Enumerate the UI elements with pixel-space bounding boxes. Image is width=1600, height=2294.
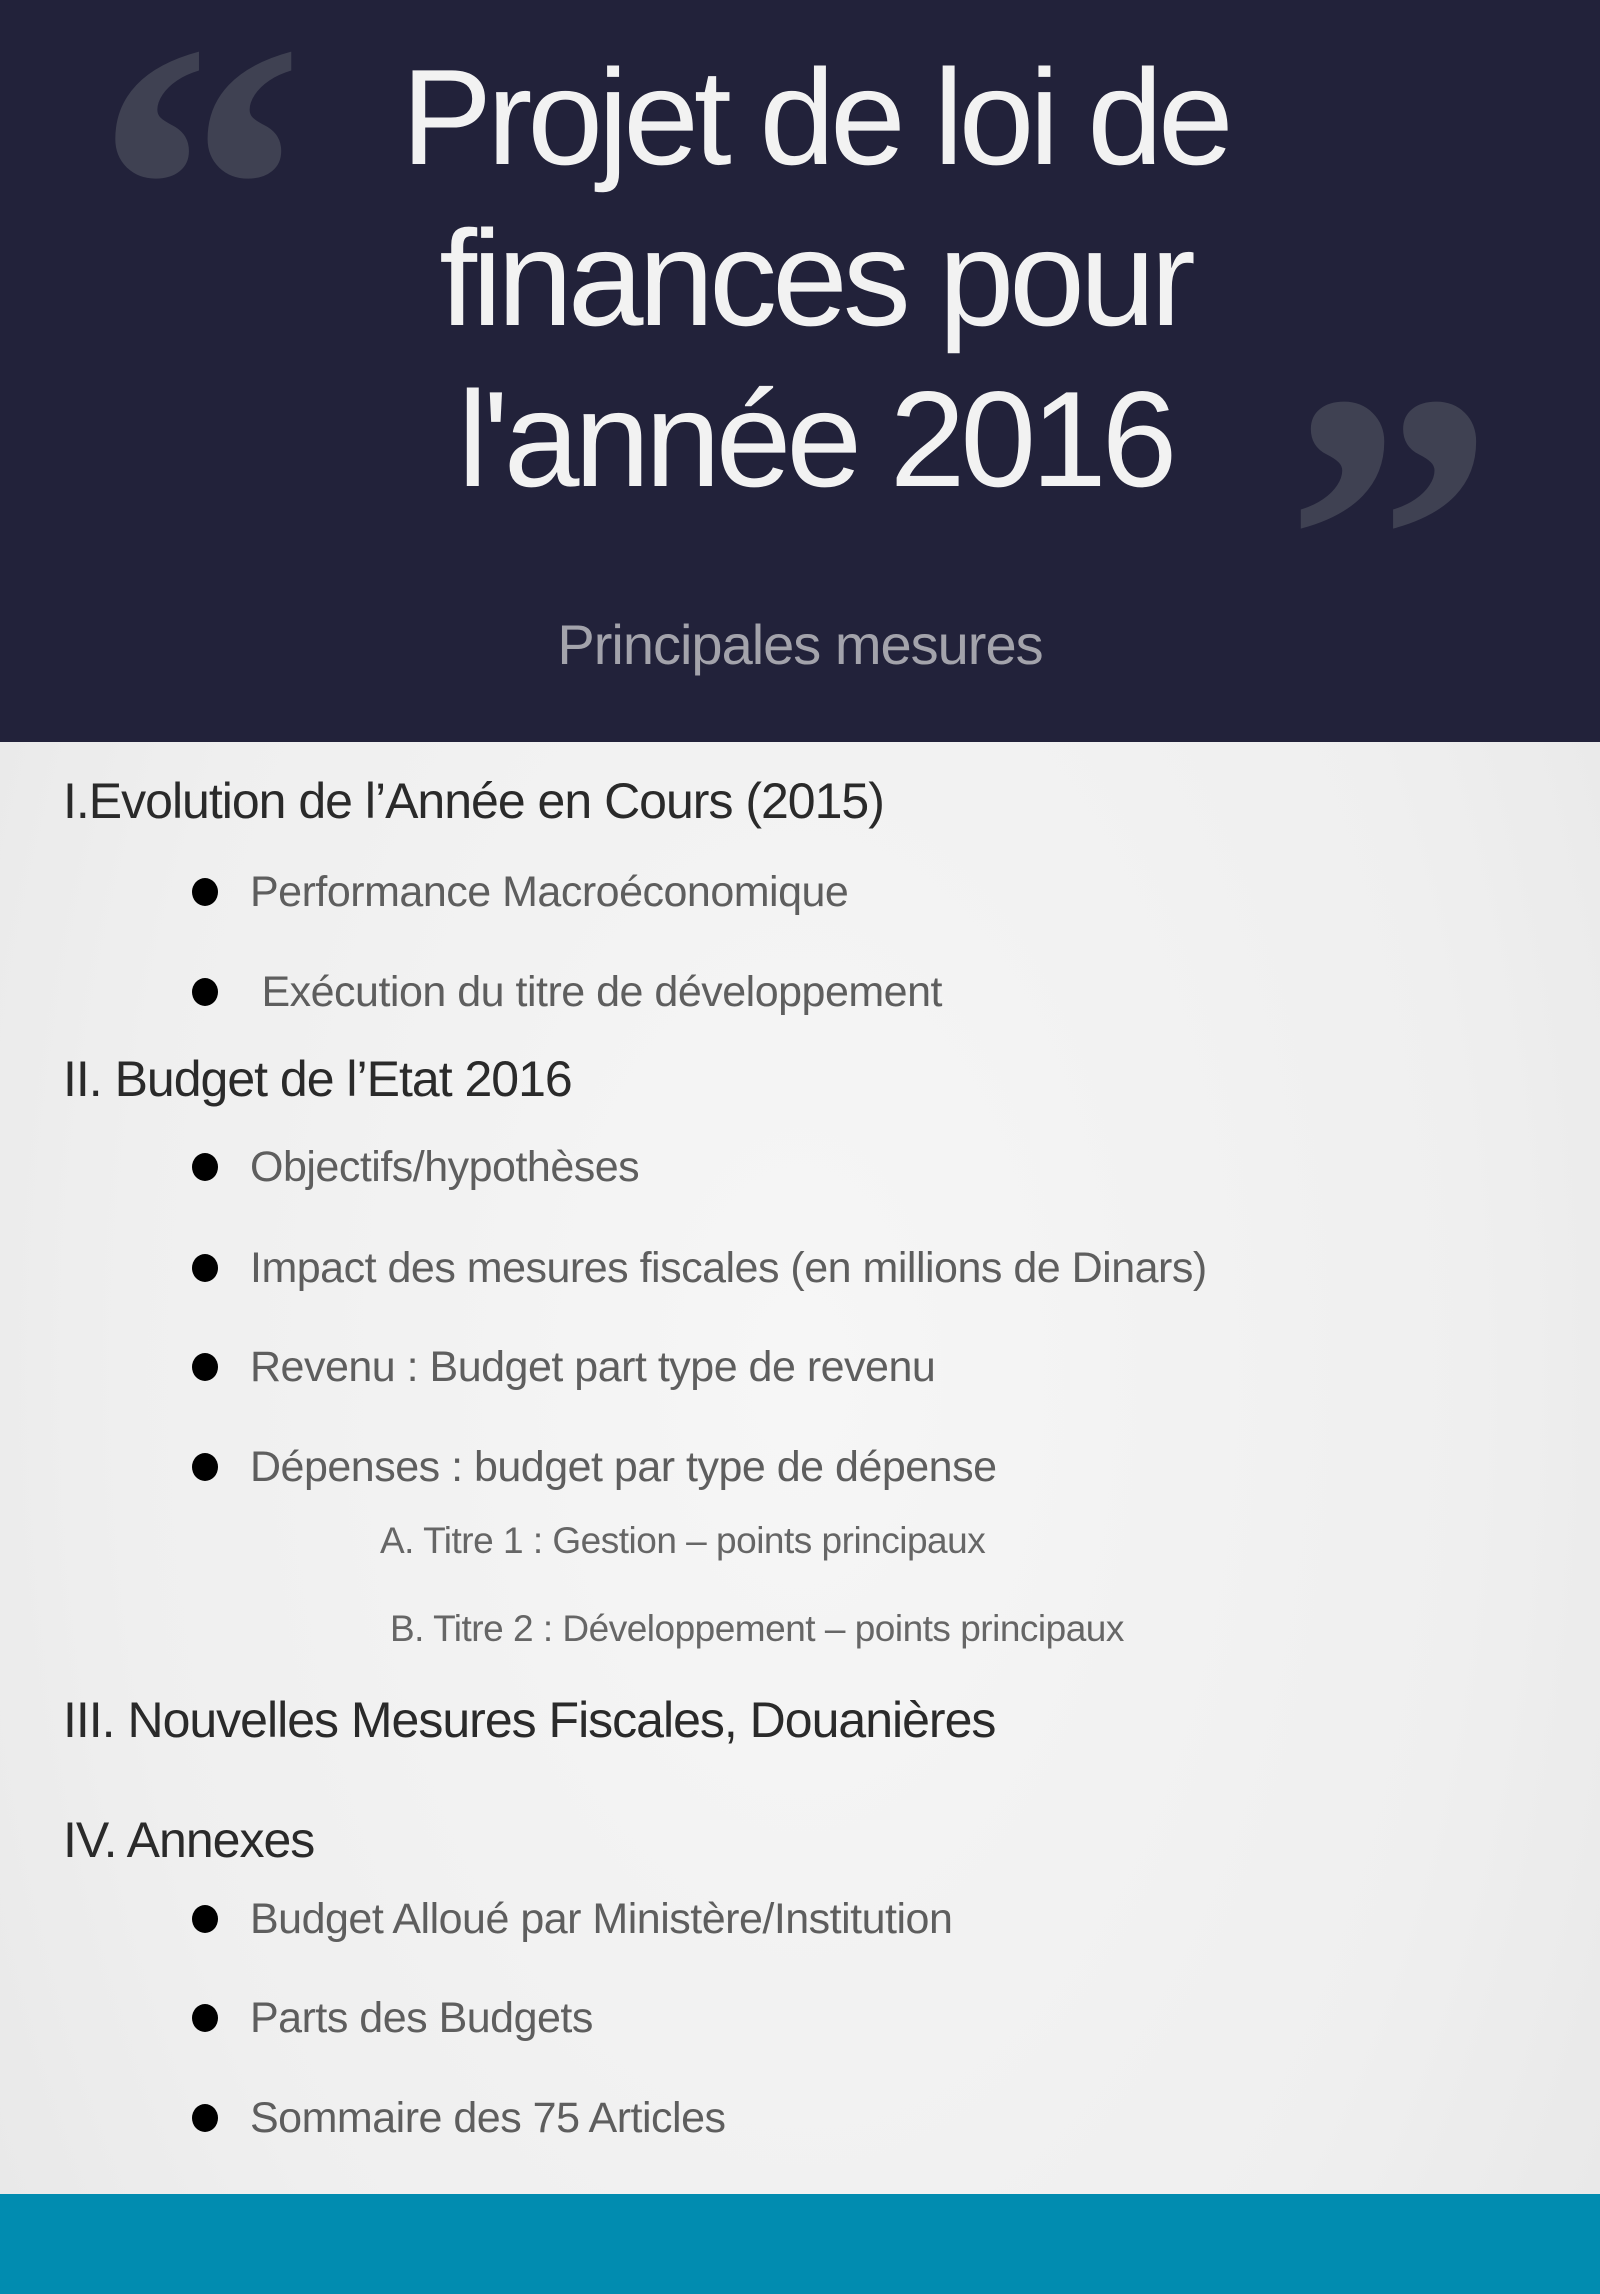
section-heading-1: I.Evolution de l’Année en Cours (2015) xyxy=(63,773,884,829)
list-item xyxy=(192,1240,1207,1296)
list-item xyxy=(192,864,848,920)
close-quote-icon: ” xyxy=(1285,307,1495,772)
list-item-label: Exécution du titre de développement xyxy=(250,968,942,1016)
list-item-label: Performance Macroéconomique xyxy=(250,868,849,916)
list-item-label: Impact des mesures fiscales (en millions de Dinars) xyxy=(250,1244,1207,1292)
bullet-icon xyxy=(192,1453,218,1481)
list-item xyxy=(192,2090,726,2146)
subtitle: Principales mesures xyxy=(557,613,1043,676)
list-item xyxy=(192,1339,935,1395)
sub-item: A. Titre 1 : Gestion – points principaux xyxy=(380,1520,986,1561)
bullet-icon xyxy=(192,2104,218,2132)
bullet-icon xyxy=(192,978,218,1006)
title-banner xyxy=(0,0,1600,772)
list-item-label: Revenu : Budget part type de revenu xyxy=(250,1343,936,1391)
bullet-icon xyxy=(192,1353,218,1381)
footer-bar xyxy=(0,2194,1600,2294)
bullet-icon xyxy=(192,1905,218,1933)
sub-item: B. Titre 2 : Développement – points principaux xyxy=(390,1608,1124,1649)
section-heading-2: II. Budget de l’Etat 2016 xyxy=(63,1051,572,1107)
bullet-icon xyxy=(192,878,218,906)
section-heading-4: IV. Annexes xyxy=(63,1812,315,1868)
list-item-label: Objectifs/hypothèses xyxy=(250,1143,640,1191)
list-item xyxy=(192,1891,952,1947)
list-item-label: Parts des Budgets xyxy=(250,1994,593,2042)
open-quote-icon: “ xyxy=(95,0,305,422)
list-item-label: Sommaire des 75 Articles xyxy=(250,2094,726,2142)
title-line-1: Projet de loi de xyxy=(401,41,1229,193)
bullet-icon xyxy=(192,1254,218,1282)
list-item xyxy=(192,1439,997,1495)
list-item xyxy=(192,1139,639,1195)
bullet-icon xyxy=(192,2004,218,2032)
list-item xyxy=(192,1990,593,2046)
title-line-2: finances pour xyxy=(439,202,1191,354)
section-heading-3: III. Nouvelles Mesures Fiscales, Douanières xyxy=(63,1692,996,1748)
list-item xyxy=(192,964,942,1020)
title-line-3: l'année 2016 xyxy=(457,363,1173,515)
bullet-icon xyxy=(192,1153,218,1181)
list-item-label: Dépenses : budget par type de dépense xyxy=(250,1443,997,1491)
list-item-label: Budget Alloué par Ministère/Institution xyxy=(250,1895,953,1943)
